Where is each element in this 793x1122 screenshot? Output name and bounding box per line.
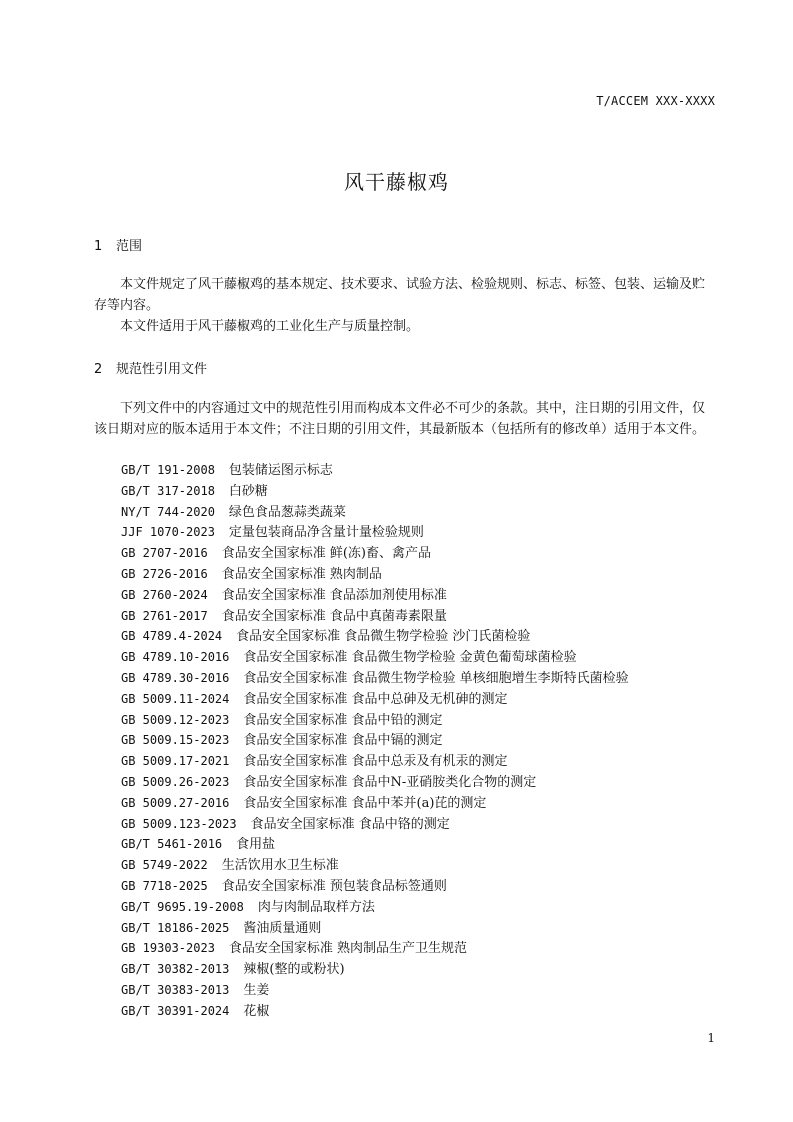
reference-code: GB 4789.10-2016 xyxy=(121,650,230,665)
reference-item xyxy=(121,502,629,523)
section-title: 范围 xyxy=(116,239,143,254)
reference-item xyxy=(121,668,629,689)
reference-title: 食品安全国家标准 食品中总砷及无机砷的测定 xyxy=(243,691,508,707)
section-number: 2 xyxy=(94,362,103,377)
reference-title: 白砂糖 xyxy=(228,483,268,499)
reference-code: GB 2761-2017 xyxy=(121,608,208,623)
scope-paragraph-2: 本文件适用于风干藤椒鸡的工业化生产与质量控制。 xyxy=(120,319,420,334)
reference-list xyxy=(121,460,629,1022)
reference-code: GB/T 5461-2016 xyxy=(121,837,223,852)
reference-item xyxy=(121,564,629,585)
reference-code: GB 2760-2024 xyxy=(121,587,208,602)
reference-item xyxy=(121,585,629,606)
reference-title: 花椒 xyxy=(243,1003,270,1019)
scope-paragraph-1: 本文件规定了风干藤椒鸡的基本规定、技术要求、试验方法、检验规则、标志、标签、包装、运输及贮存等内容。 xyxy=(94,277,706,313)
reference-title: 食品安全国家标准 食品微生物学检验 沙门氏菌检验 xyxy=(236,629,531,645)
reference-item xyxy=(121,938,629,959)
reference-item xyxy=(121,772,629,793)
reference-code: GB 5009.12-2023 xyxy=(121,712,230,727)
reference-title: 食品安全国家标准 食品中真菌毒素限量 xyxy=(221,608,447,624)
reference-title: 食品安全国家标准 食品中铬的测定 xyxy=(250,816,450,832)
document-title: 风干藤椒鸡 xyxy=(344,170,449,194)
reference-title: 绿色食品葱蒜类蔬菜 xyxy=(228,504,346,520)
references-intro-paragraph: 下列文件中的内容通过文中的规范性引用而构成本文件必不可少的条款。其中，注日期的引用文件，仅该日期对应的版本适用于本文件；不注日期的引用文件，其最新版本（包括所有的修改单）适用于本文件。 xyxy=(94,401,706,437)
reference-title: 食品安全国家标准 熟肉制品生产卫生规范 xyxy=(228,941,468,957)
reference-title: 食品安全国家标准 食品微生物学检验 单核细胞增生李斯特氏菌检验 xyxy=(243,670,629,686)
reference-code: GB 5009.15-2023 xyxy=(121,733,230,748)
reference-item xyxy=(121,834,629,855)
reference-code: NY/T 744-2020 xyxy=(121,504,215,519)
reference-title: 包装储运图示标志 xyxy=(228,463,333,478)
reference-code: GB/T 30391-2024 xyxy=(121,1003,230,1018)
reference-code: GB 5009.123-2023 xyxy=(121,816,237,831)
section-heading-scope xyxy=(94,235,142,254)
reference-code: GB 2707-2016 xyxy=(121,546,208,561)
reference-title: 食品安全国家标准 食品微生物学检验 金黄色葡萄球菌检验 xyxy=(243,650,577,666)
reference-title: 食品安全国家标准 食品中铅的测定 xyxy=(243,712,443,728)
reference-code: GB/T 9695.19-2008 xyxy=(121,899,244,914)
reference-code: GB 2726-2016 xyxy=(121,566,208,581)
reference-code: GB 5009.17-2021 xyxy=(121,754,230,769)
reference-item xyxy=(121,751,629,772)
reference-code: JJF 1070-2023 xyxy=(121,525,215,540)
reference-title: 生姜 xyxy=(243,982,270,998)
reference-item xyxy=(121,897,629,918)
reference-item xyxy=(121,460,629,481)
page-number: 1 xyxy=(707,1031,715,1045)
reference-item xyxy=(121,980,629,1001)
reference-item xyxy=(121,1001,629,1022)
reference-code: GB 5009.27-2016 xyxy=(121,795,230,810)
reference-title: 食品安全国家标准 食品添加剂使用标准 xyxy=(221,587,447,603)
reference-item xyxy=(121,730,629,751)
reference-code: GB 5009.11-2024 xyxy=(121,691,230,706)
reference-title: 食品安全国家标准 鲜(冻)畜、禽产品 xyxy=(221,546,431,562)
reference-item xyxy=(121,606,629,627)
reference-item xyxy=(121,710,629,731)
reference-item xyxy=(121,689,629,710)
section-title: 规范性引用文件 xyxy=(116,362,208,377)
reference-item xyxy=(121,793,629,814)
reference-code: GB 7718-2025 xyxy=(121,878,208,893)
reference-code: GB 19303-2023 xyxy=(121,941,215,956)
reference-title: 食用盐 xyxy=(236,837,276,853)
reference-title: 酱油质量通则 xyxy=(243,920,322,936)
reference-title: 生活饮用水卫生标准 xyxy=(221,858,339,874)
reference-title: 食品安全国家标准 食品中镉的测定 xyxy=(243,733,443,749)
reference-item xyxy=(121,626,629,647)
reference-item xyxy=(121,814,629,835)
reference-title: 食品安全国家标准 预包装食品标签通则 xyxy=(221,878,447,894)
reference-code: GB 5009.26-2023 xyxy=(121,774,230,789)
reference-title: 食品安全国家标准 食品中苯并(a)芘的测定 xyxy=(243,795,487,811)
reference-title: 肉与肉制品取样方法 xyxy=(257,899,375,915)
reference-code: GB/T 30383-2013 xyxy=(121,982,230,997)
reference-code: GB 4789.4-2024 xyxy=(121,629,223,644)
reference-title: 食品安全国家标准 食品中总汞及有机汞的测定 xyxy=(243,754,508,770)
reference-code: GB 5749-2022 xyxy=(121,858,208,873)
reference-item xyxy=(121,876,629,897)
document-code: T/ACCEM XXX-XXXX xyxy=(596,94,715,108)
reference-title: 辣椒(整的或粉状) xyxy=(243,962,345,978)
section-heading-normative-references xyxy=(94,358,207,377)
reference-title: 食品安全国家标准 食品中N-亚硝胺类化合物的测定 xyxy=(243,774,537,790)
reference-code: GB/T 317-2018 xyxy=(121,483,215,498)
reference-item xyxy=(121,959,629,980)
reference-code: GB/T 18186-2025 xyxy=(121,920,230,935)
reference-item xyxy=(121,855,629,876)
reference-item xyxy=(121,522,629,543)
reference-title: 食品安全国家标准 熟肉制品 xyxy=(221,566,382,582)
reference-code: GB/T 30382-2013 xyxy=(121,962,230,977)
reference-code: GB 4789.30-2016 xyxy=(121,670,230,685)
section-number: 1 xyxy=(94,239,103,254)
reference-item xyxy=(121,481,629,502)
reference-title: 定量包装商品净含量计量检验规则 xyxy=(228,525,424,541)
reference-item xyxy=(121,647,629,668)
reference-item xyxy=(121,543,629,564)
reference-code: GB/T 191-2008 xyxy=(121,463,215,477)
reference-item xyxy=(121,918,629,939)
